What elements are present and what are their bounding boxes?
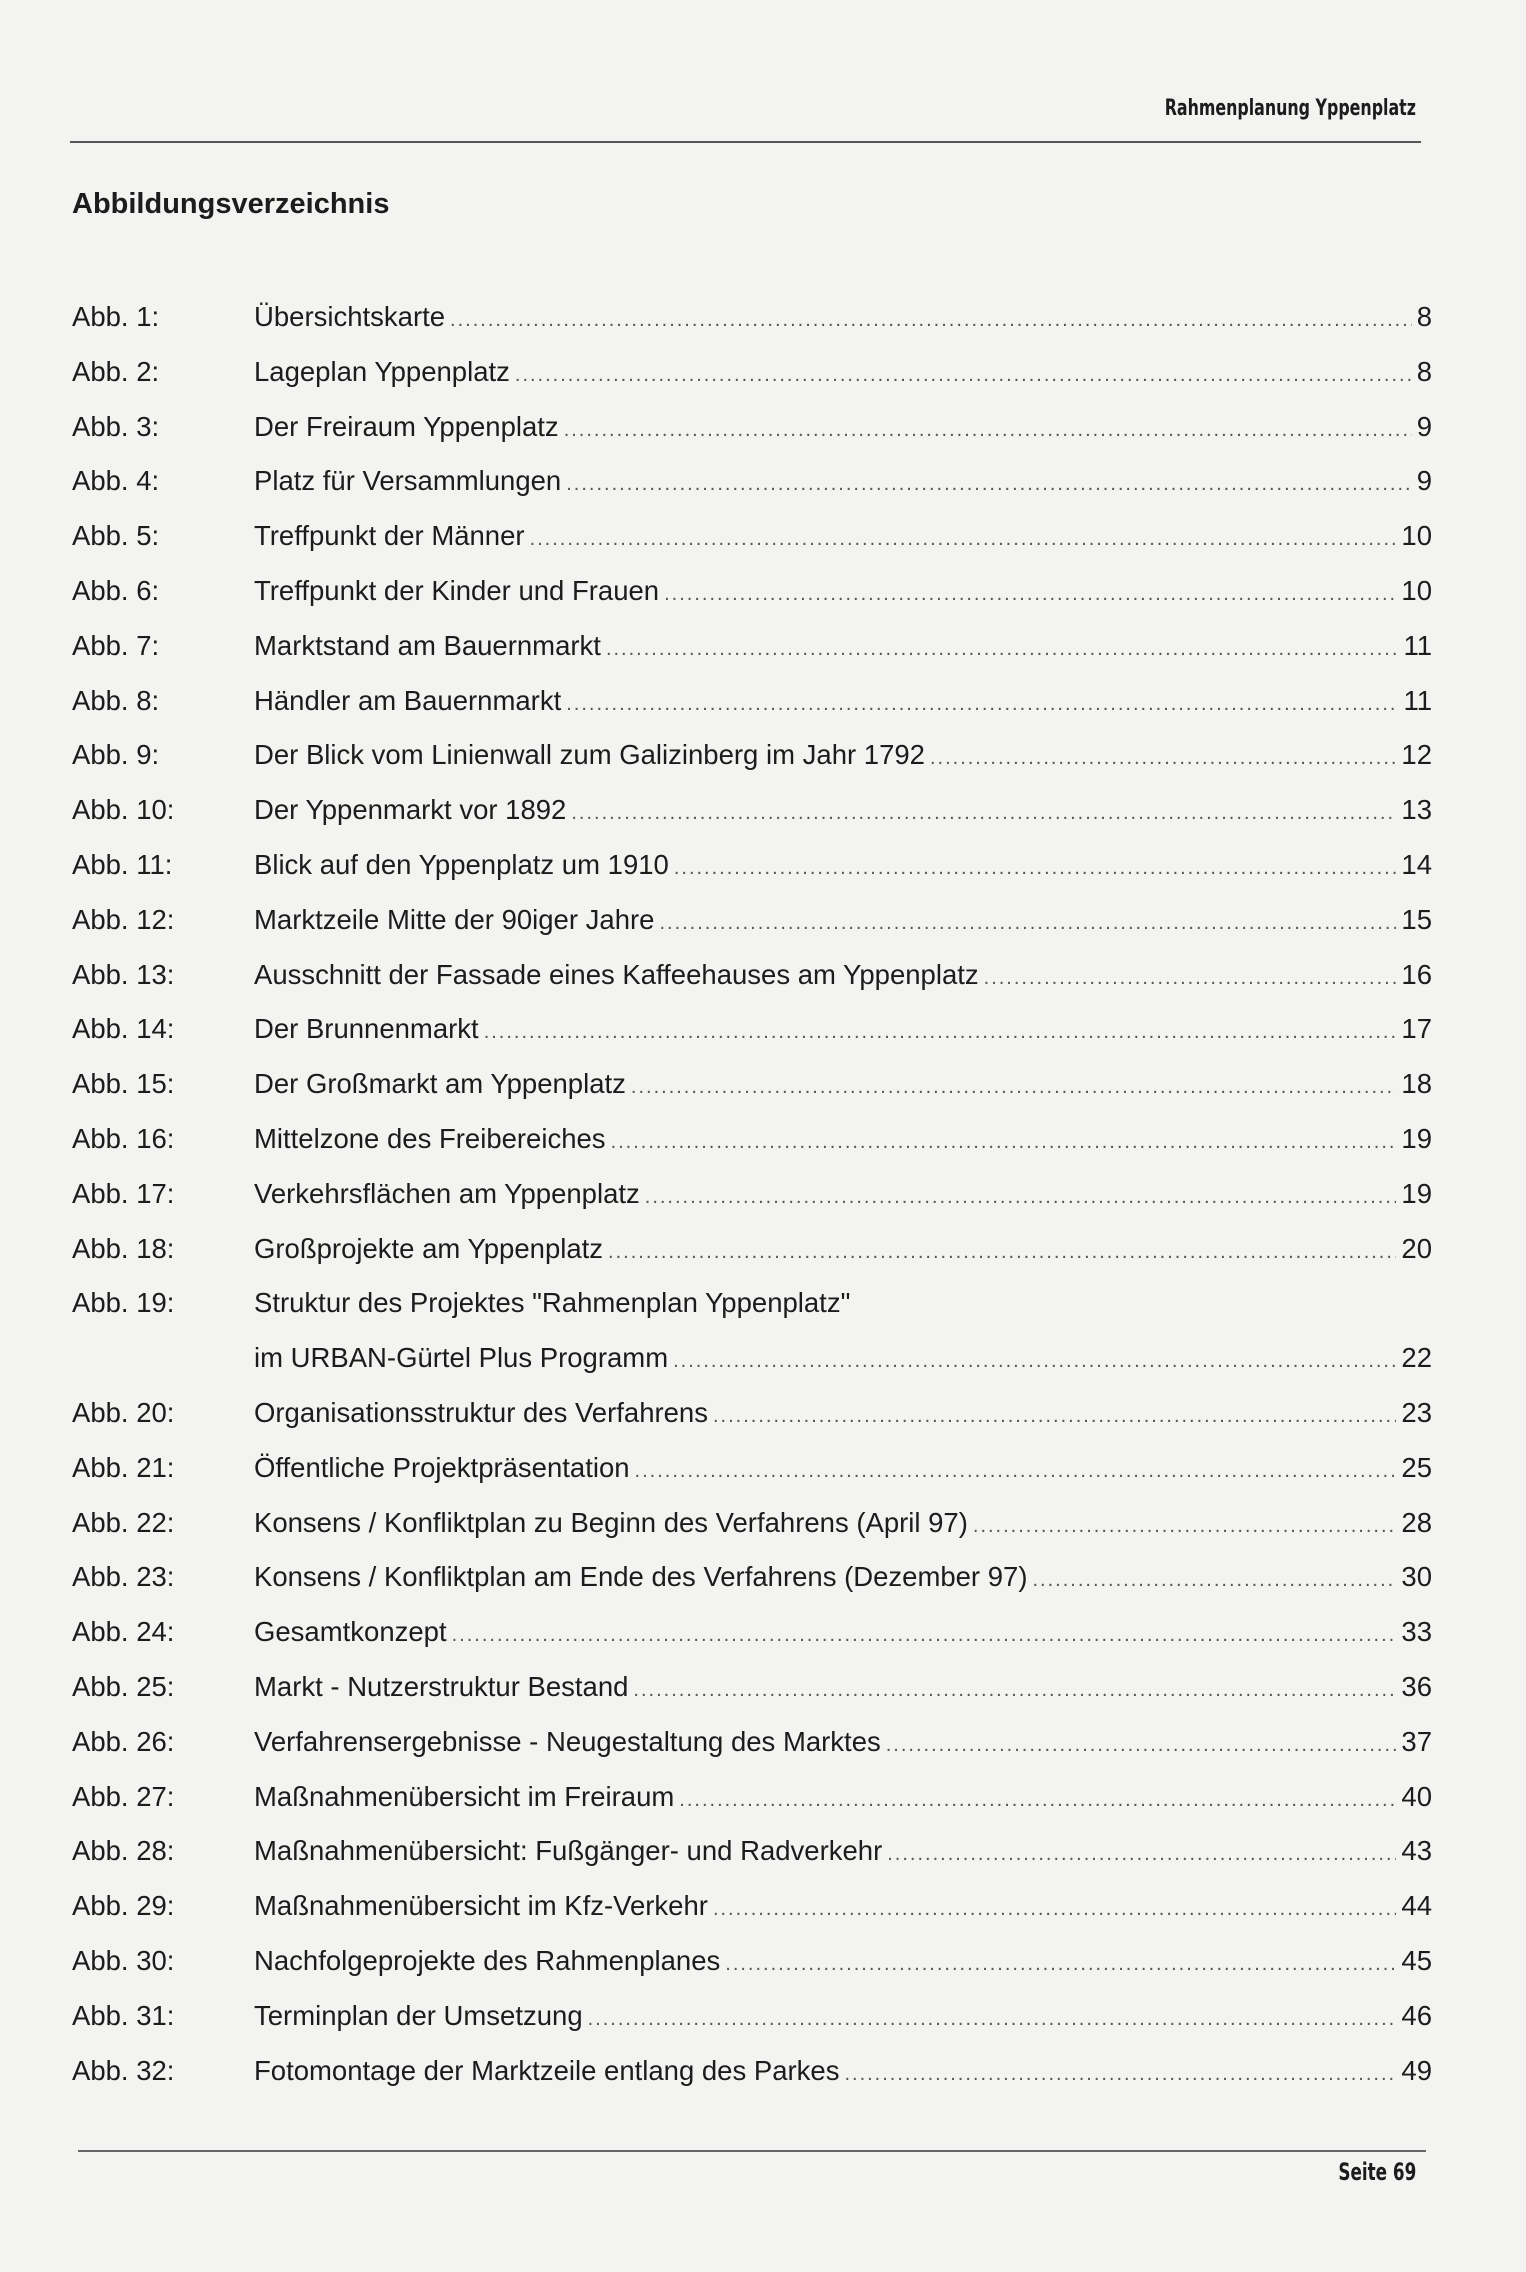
figure-page-number: 25 xyxy=(1401,1451,1432,1483)
figure-page-number: 18 xyxy=(1401,1068,1432,1100)
figure-title: Markt - Nutzerstruktur Bestand xyxy=(254,1670,629,1702)
figure-page-number: 19 xyxy=(1401,1122,1432,1154)
running-header: Rahmenplanung Yppenplatz xyxy=(1164,96,1416,121)
dot-leader xyxy=(887,1827,1396,1882)
dot-leader xyxy=(566,677,1398,732)
figure-number: Abb. 12: xyxy=(72,903,175,935)
figure-number: Abb. 21: xyxy=(72,1451,175,1483)
list-item xyxy=(72,619,1432,674)
figure-entry xyxy=(254,1441,1432,1499)
figure-number: Abb. 17: xyxy=(72,1177,175,1209)
list-item xyxy=(72,1989,1432,2044)
figure-number: Abb. 2: xyxy=(72,355,160,387)
figure-title: Verfahrensergebnisse - Neugestaltung des Marktes xyxy=(254,1725,881,1757)
dot-leader xyxy=(606,622,1399,677)
figure-number: Abb. 30: xyxy=(72,1944,175,1976)
figure-number: Abb. 14: xyxy=(72,1013,175,1045)
list-item xyxy=(72,1550,1432,1605)
figure-entry xyxy=(254,1605,1432,1663)
list-item xyxy=(72,1879,1432,1934)
figure-page-number: 12 xyxy=(1401,739,1432,771)
figure-entry xyxy=(254,454,1432,512)
figure-number: Abb. 10: xyxy=(72,794,175,826)
figure-title: Mittelzone des Freibereiches xyxy=(254,1122,606,1154)
figure-number: Abb. 1: xyxy=(72,301,160,332)
dot-leader xyxy=(713,1882,1396,1937)
figure-page-number: 11 xyxy=(1403,684,1432,716)
figure-number: Abb. 11: xyxy=(72,848,173,880)
figure-page-number: 23 xyxy=(1401,1396,1432,1428)
dot-leader xyxy=(674,841,1397,896)
figure-page-number: 33 xyxy=(1401,1616,1432,1648)
page-title: Abbildungsverzeichnis xyxy=(72,188,390,220)
figure-page-number: 19 xyxy=(1401,1177,1432,1209)
list-item xyxy=(72,564,1432,619)
figure-title: Der Blick vom Linienwall zum Galizinberg im Jahr 1792 xyxy=(254,739,925,771)
figure-entry xyxy=(254,1112,1432,1170)
dot-leader xyxy=(566,457,1411,512)
dot-leader xyxy=(930,731,1396,786)
figure-number: Abb. 4: xyxy=(72,465,160,497)
dot-leader xyxy=(673,1334,1396,1389)
figure-entry xyxy=(254,1715,1432,1773)
figure-entry xyxy=(254,1496,1432,1554)
dot-leader xyxy=(973,1499,1397,1554)
figure-number: Abb. 25: xyxy=(72,1670,175,1702)
figure-title: Marktzeile Mitte der 90iger Jahre xyxy=(254,903,655,935)
figure-page-number: 49 xyxy=(1401,2054,1432,2086)
list-item xyxy=(72,1112,1432,1167)
dot-leader xyxy=(633,1663,1396,1718)
figure-title: Konsens / Konfliktplan am Ende des Verfahrens (Dezember 97) xyxy=(254,1561,1028,1593)
figure-page-number: 11 xyxy=(1403,629,1432,661)
figure-entry xyxy=(254,1934,1432,1992)
figure-page-number: 46 xyxy=(1401,1999,1432,2031)
figure-title: Marktstand am Bauernmarkt xyxy=(254,629,601,661)
figure-page-number: 17 xyxy=(1401,1013,1432,1045)
figure-entry xyxy=(254,1276,1432,1389)
list-item xyxy=(72,1222,1432,1277)
figure-page-number: 36 xyxy=(1401,1670,1432,1702)
figure-entry xyxy=(254,1660,1432,1718)
list-item xyxy=(72,1934,1432,1989)
dot-leader xyxy=(844,2047,1396,2102)
figure-number: Abb. 18: xyxy=(72,1232,175,1264)
list-item xyxy=(72,1441,1432,1496)
figure-entry xyxy=(254,1057,1432,1115)
list-item xyxy=(72,345,1432,400)
figure-number: Abb. 16: xyxy=(72,1122,175,1154)
header-rule xyxy=(70,141,1421,143)
dot-leader xyxy=(452,1608,1397,1663)
list-item xyxy=(72,948,1432,1003)
list-item xyxy=(72,400,1432,455)
figure-page-number: 37 xyxy=(1401,1725,1432,1757)
figure-page-number: 43 xyxy=(1401,1835,1432,1867)
dot-leader xyxy=(631,1060,1397,1115)
figure-entry xyxy=(254,838,1432,896)
figure-number: Abb. 3: xyxy=(72,410,160,442)
list-item xyxy=(72,454,1432,509)
figure-page-number: 45 xyxy=(1401,1944,1432,1976)
list-item xyxy=(72,893,1432,948)
dot-leader xyxy=(664,567,1396,622)
page-number: Seite 69 xyxy=(1338,2158,1416,2186)
list-item xyxy=(72,1770,1432,1825)
list-item xyxy=(72,1057,1432,1112)
figure-title: Verkehrsflächen am Yppenplatz xyxy=(254,1177,640,1209)
dot-leader xyxy=(886,1718,1397,1773)
figure-number: Abb. 20: xyxy=(72,1396,175,1428)
figure-title: Großprojekte am Yppenplatz xyxy=(254,1232,604,1264)
figure-entry xyxy=(254,1386,1432,1444)
figure-title: Händler am Bauernmarkt xyxy=(254,684,562,716)
figure-page-number: 20 xyxy=(1401,1232,1432,1264)
list-item xyxy=(72,1276,1432,1386)
figure-entry xyxy=(254,345,1432,403)
figure-number: Abb. 6: xyxy=(72,574,160,606)
dot-leader xyxy=(588,1992,1397,2047)
list-item xyxy=(72,1660,1432,1715)
dot-leader xyxy=(645,1170,1397,1225)
figure-entry xyxy=(254,948,1432,1006)
figure-page-number: 28 xyxy=(1401,1506,1432,1538)
figure-title: Der Großmarkt am Yppenplatz xyxy=(254,1068,626,1100)
figure-title: Ausschnitt der Fassade eines Kaffeehauses am Yppenplatz xyxy=(254,958,979,990)
list-item xyxy=(72,838,1432,893)
figure-number: Abb. 32: xyxy=(72,2054,175,2086)
figure-number: Abb. 27: xyxy=(72,1780,175,1812)
dot-leader xyxy=(725,1937,1396,1992)
list-item xyxy=(72,2044,1432,2099)
list-item xyxy=(72,1002,1432,1057)
list-item xyxy=(72,728,1432,783)
figure-page-number: 40 xyxy=(1401,1780,1432,1812)
figure-number: Abb. 8: xyxy=(72,684,160,716)
figure-number: Abb. 28: xyxy=(72,1835,175,1867)
figure-page-number: 8 xyxy=(1416,355,1432,387)
figure-entry xyxy=(254,1824,1432,1882)
figure-title: Der Brunnenmarkt xyxy=(254,1013,479,1045)
figure-page-number: 10 xyxy=(1401,574,1432,606)
figure-entry xyxy=(254,1222,1432,1280)
dot-leader xyxy=(608,1225,1396,1280)
figure-page-number: 8 xyxy=(1416,301,1432,332)
figure-title: Öffentliche Projektpräsentation xyxy=(254,1451,630,1483)
figure-entry xyxy=(254,400,1432,458)
figure-page-number: 22 xyxy=(1401,1342,1432,1374)
figure-page-number: 10 xyxy=(1401,520,1432,552)
figure-title: Der Yppenmarkt vor 1892 xyxy=(254,794,567,826)
figure-entry xyxy=(254,783,1432,841)
list-item xyxy=(72,509,1432,564)
list-item xyxy=(72,1605,1432,1660)
figure-entry xyxy=(254,1550,1432,1608)
figure-page-number: 9 xyxy=(1416,465,1432,497)
figure-list xyxy=(72,290,1432,2098)
list-item xyxy=(72,290,1432,345)
figure-number: Abb. 24: xyxy=(72,1616,175,1648)
figure-title: Gesamtkonzept xyxy=(254,1616,447,1648)
figure-title: Lageplan Yppenplatz xyxy=(254,355,510,387)
figure-entry xyxy=(254,1879,1432,1937)
list-item xyxy=(72,1167,1432,1222)
figure-number: Abb. 29: xyxy=(72,1890,175,1922)
list-item xyxy=(72,783,1432,838)
dot-leader xyxy=(635,1444,1397,1499)
figure-entry xyxy=(254,619,1432,677)
figure-entry xyxy=(254,290,1432,348)
figure-title: Konsens / Konfliktplan zu Beginn des Verfahrens (April 97) xyxy=(254,1506,968,1538)
figure-entry xyxy=(254,1989,1432,2047)
figure-number: Abb. 22: xyxy=(72,1506,175,1538)
figure-title: Übersichtskarte xyxy=(254,301,446,332)
figure-entry xyxy=(254,674,1432,732)
dot-leader xyxy=(713,1389,1396,1444)
figure-title: Nachfolgeprojekte des Rahmenplanes xyxy=(254,1944,721,1976)
figure-entry xyxy=(254,728,1432,786)
dot-leader xyxy=(571,786,1396,841)
figure-title: Maßnahmenübersicht: Fußgänger- und Radverkehr xyxy=(254,1835,883,1867)
figure-number: Abb. 26: xyxy=(72,1725,175,1757)
figure-title: Struktur des Projektes "Rahmenplan Yppenplatz" xyxy=(254,1287,851,1319)
figure-entry xyxy=(254,509,1432,567)
figure-title: Treffpunkt der Kinder und Frauen xyxy=(254,574,660,606)
figure-page-number: 14 xyxy=(1401,848,1432,880)
figure-page-number: 13 xyxy=(1401,794,1432,826)
figure-entry xyxy=(254,1770,1432,1828)
figure-number: Abb. 5: xyxy=(72,520,160,552)
list-item xyxy=(72,1824,1432,1879)
figure-title: Treffpunkt der Männer xyxy=(254,520,525,552)
dot-leader xyxy=(530,512,1397,567)
dot-leader xyxy=(679,1773,1396,1828)
dot-leader xyxy=(450,293,1412,348)
dot-leader xyxy=(611,1115,1397,1170)
figure-number: Abb. 13: xyxy=(72,958,175,990)
figure-title: Terminplan der Umsetzung xyxy=(254,1999,583,2031)
dot-leader xyxy=(984,951,1397,1006)
dot-leader xyxy=(1032,1553,1396,1608)
dot-leader xyxy=(515,348,1412,403)
figure-page-number: 30 xyxy=(1401,1561,1432,1593)
figure-page-number: 16 xyxy=(1401,958,1432,990)
figure-title: Blick auf den Yppenplatz um 1910 xyxy=(254,848,669,880)
list-item xyxy=(72,1715,1432,1770)
figure-title: Fotomontage der Marktzeile entlang des Parkes xyxy=(254,2054,840,2086)
figure-entry xyxy=(254,564,1432,622)
dot-leader xyxy=(564,403,1412,458)
figure-title: im URBAN-Gürtel Plus Programm xyxy=(254,1342,669,1374)
figure-page-number: 15 xyxy=(1401,903,1432,935)
figure-page-number: 9 xyxy=(1416,410,1432,442)
figure-number: Abb. 7: xyxy=(72,629,160,661)
figure-title: Platz für Versammlungen xyxy=(254,465,562,497)
list-item xyxy=(72,1496,1432,1551)
figure-entry xyxy=(254,2044,1432,2102)
figure-title: Maßnahmenübersicht im Freiraum xyxy=(254,1780,675,1812)
figure-entry xyxy=(254,1167,1432,1225)
figure-title: Der Freiraum Yppenplatz xyxy=(254,410,559,442)
figure-number: Abb. 23: xyxy=(72,1561,175,1593)
figure-number: Abb. 19: xyxy=(72,1287,175,1319)
figure-title: Organisationsstruktur des Verfahrens xyxy=(254,1396,708,1428)
dot-leader xyxy=(659,896,1396,951)
figure-page-number: 44 xyxy=(1401,1890,1432,1922)
footer-rule xyxy=(78,2150,1426,2152)
figure-number: Abb. 9: xyxy=(72,739,160,771)
figure-entry xyxy=(254,893,1432,951)
figure-number: Abb. 31: xyxy=(72,1999,175,2031)
figure-title: Maßnahmenübersicht im Kfz-Verkehr xyxy=(254,1890,708,1922)
list-item xyxy=(72,674,1432,729)
dot-leader xyxy=(484,1005,1397,1060)
list-item xyxy=(72,1386,1432,1441)
figure-number: Abb. 15: xyxy=(72,1068,175,1100)
figure-entry xyxy=(254,1002,1432,1060)
